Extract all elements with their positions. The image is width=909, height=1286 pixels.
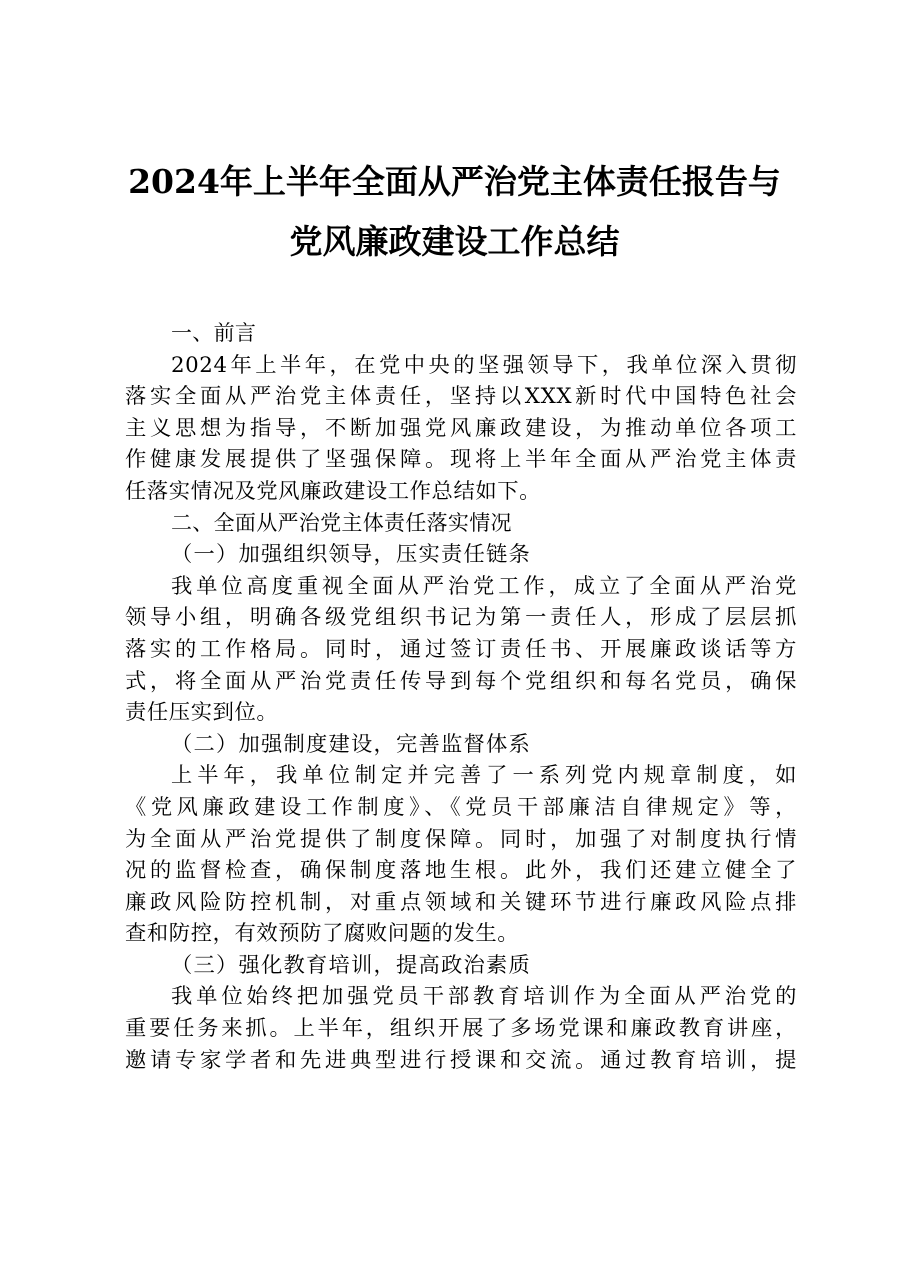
subsection-heading: （二）加强制度建设，完善监督体系 [171, 731, 531, 757]
paragraph-line: 责任压实到位。 [125, 700, 279, 726]
paragraph-line: 2024年上半年，在党中央的坚强领导下，我单位深入贯彻 [171, 352, 797, 378]
paragraph-line: 任落实情况及党风廉政建设工作总结如下。 [125, 478, 542, 504]
paragraph-line: 《党风廉政建设工作制度》、《党员干部廉洁自律规定》等， [125, 794, 797, 820]
paragraph-line: 落实全面从严治党主体责任，坚持以XXX新时代中国特色社会 [125, 384, 797, 410]
paragraph-line: 作健康发展提供了坚强保障。现将上半年全面从严治党主体责 [125, 447, 797, 473]
subsection-heading: （一）加强组织领导，压实责任链条 [171, 542, 531, 568]
section-heading: 二、全面从严治党主体责任落实情况 [171, 510, 512, 535]
paragraph-line: 主义思想为指导，不断加强党风廉政建设，为推动单位各项工 [125, 415, 797, 441]
paragraph-line: 查和防控，有效预防了腐败问题的发生。 [125, 921, 520, 947]
paragraph-line: 式，将全面从严治党责任传导到每个党组织和每名党员，确保 [125, 668, 797, 694]
paragraph-line: 我单位始终把加强党员干部教育培训作为全面从严治党的 [171, 984, 797, 1010]
document-title-line-1: 2024年上半年全面从严治党主体责任报告与 [128, 162, 781, 201]
paragraph-line: 况的监督检查，确保制度落地生根。此外，我们还建立健全了 [125, 858, 797, 884]
paragraph-line: 落实的工作格局。同时，通过签订责任书、开展廉政谈话等方 [125, 636, 797, 662]
paragraph-line: 我单位高度重视全面从严治党工作，成立了全面从严治党 [171, 573, 797, 599]
paragraph-line: 上半年，我单位制定并完善了一系列党内规章制度，如 [171, 763, 797, 789]
paragraph-line: 重要任务来抓。上半年，组织开展了多场党课和廉政教育讲座， [125, 1016, 797, 1042]
section-heading: 一、前言 [171, 321, 257, 345]
document-title-line-2: 党风廉政建设工作总结 [289, 222, 620, 261]
paragraph-line: 邀请专家学者和先进典型进行授课和交流。通过教育培训，提 [125, 1047, 797, 1073]
paragraph-line: 为全面从严治党提供了制度保障。同时，加强了对制度执行情 [125, 826, 797, 852]
document-body [125, 318, 797, 1076]
subsection-heading: （三）强化教育培训，提高政治素质 [171, 952, 531, 978]
paragraph-line: 廉政风险防控机制，对重点领域和关键环节进行廉政风险点排 [125, 889, 797, 915]
paragraph-line: 领导小组，明确各级党组织书记为第一责任人，形成了层层抓 [125, 605, 797, 631]
